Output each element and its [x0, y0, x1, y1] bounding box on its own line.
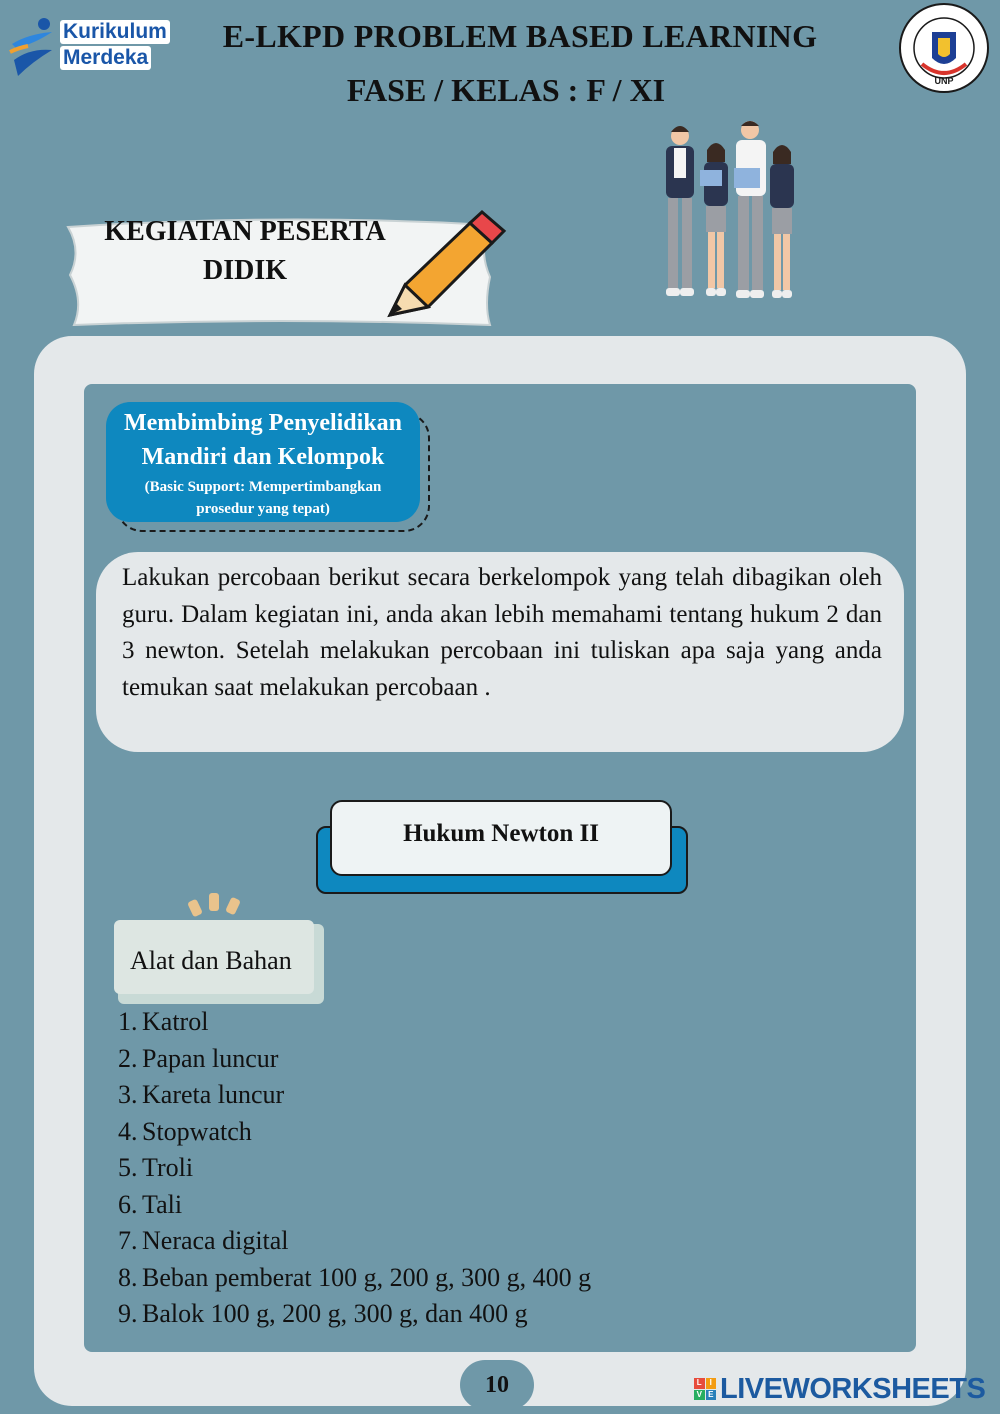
badge-title-line-2: Mandiri dan Kelompok	[141, 444, 385, 470]
list-item	[118, 1150, 591, 1187]
page-title: E-LKPD PROBLEM BASED LEARNING	[222, 18, 818, 54]
list-item	[118, 1187, 591, 1224]
list-item	[118, 1114, 591, 1151]
list-item	[118, 1223, 591, 1260]
materials-list	[118, 1004, 591, 1333]
list-item-number: 2.	[118, 1043, 138, 1073]
list-item-text: Katrol	[142, 1007, 209, 1036]
instruction-text: Lakukan percobaan berikut secara berkelompok yang telah dibagikan oleh guru. Dalam kegiatan ini, anda akan lebih memahami tentang hukum 2 dan 3 newton. Setelah melakukan percobaan ini tuliskan apa saja yang anda temukan saat melakukan percobaan .	[122, 564, 882, 701]
list-item-number: 9.	[118, 1299, 138, 1328]
ribbon-line-2: DIDIK	[202, 255, 287, 286]
list-item-text: Kareta luncur	[142, 1080, 285, 1109]
hukum-title: Hukum Newton II	[403, 820, 599, 847]
list-item	[118, 1077, 591, 1114]
list-item-text: Neraca digital	[142, 1226, 289, 1255]
list-item	[118, 1296, 591, 1333]
list-item-text: Tali	[142, 1189, 183, 1219]
logo-line-1: Kurikulum	[60, 20, 170, 44]
badge-subtitle	[106, 476, 420, 520]
page-number: 10	[460, 1360, 534, 1410]
list-item	[118, 1041, 591, 1078]
unp-seal-logo	[898, 2, 990, 94]
hukum-title-box	[330, 800, 672, 876]
list-item-number: 1.	[118, 1007, 138, 1036]
list-item	[118, 1004, 591, 1041]
list-item-text: Beban pemberat 100 g, 200 g, 300 g, 400 g	[142, 1262, 592, 1292]
ribbon-line-1: KEGIATAN PESERTA	[104, 216, 386, 247]
page-subtitle: FASE / KELAS : F / XI	[346, 72, 666, 108]
list-item-text: Troli	[142, 1153, 194, 1182]
alat-label: Alat dan Bahan	[130, 946, 292, 975]
badge-sub-line-1: (Basic Support: Mempertimbangkan	[144, 479, 382, 495]
list-item-number: 3.	[118, 1080, 138, 1109]
list-item-number: 8.	[118, 1262, 138, 1292]
list-item-text: Balok 100 g, 200 g, 300 g, dan 400 g	[142, 1299, 528, 1328]
section-ribbon-label	[90, 212, 400, 290]
instruction-box	[96, 552, 904, 752]
accent-dash	[209, 893, 219, 911]
liveworksheets-brand[interactable]	[694, 1372, 985, 1406]
alat-label-box	[114, 920, 314, 994]
liveworksheets-wordmark: LIVEWORKSHEETS	[720, 1372, 986, 1405]
list-item-text: Papan luncur	[142, 1043, 279, 1073]
students-illustration	[650, 118, 800, 310]
badge-title	[106, 406, 420, 474]
stage-badge	[106, 402, 420, 522]
liveworksheets-icon: L I V E	[694, 1378, 716, 1400]
list-item	[118, 1260, 591, 1297]
kurikulum-swoosh-icon	[8, 14, 58, 80]
list-item-text: Stopwatch	[142, 1116, 252, 1146]
list-item-number: 7.	[118, 1226, 138, 1255]
badge-title-line-1: Membimbing Penyelidikan	[123, 410, 403, 436]
badge-sub-line-2: prosedur yang tepat)	[196, 501, 330, 517]
logo-line-2: Merdeka	[60, 46, 151, 70]
list-item-number: 6.	[118, 1189, 138, 1219]
seal-acronym: UNP	[934, 76, 954, 86]
list-item-number: 4.	[118, 1116, 138, 1146]
kurikulum-merdeka-logo	[8, 14, 188, 80]
list-item-number: 5.	[118, 1153, 138, 1182]
